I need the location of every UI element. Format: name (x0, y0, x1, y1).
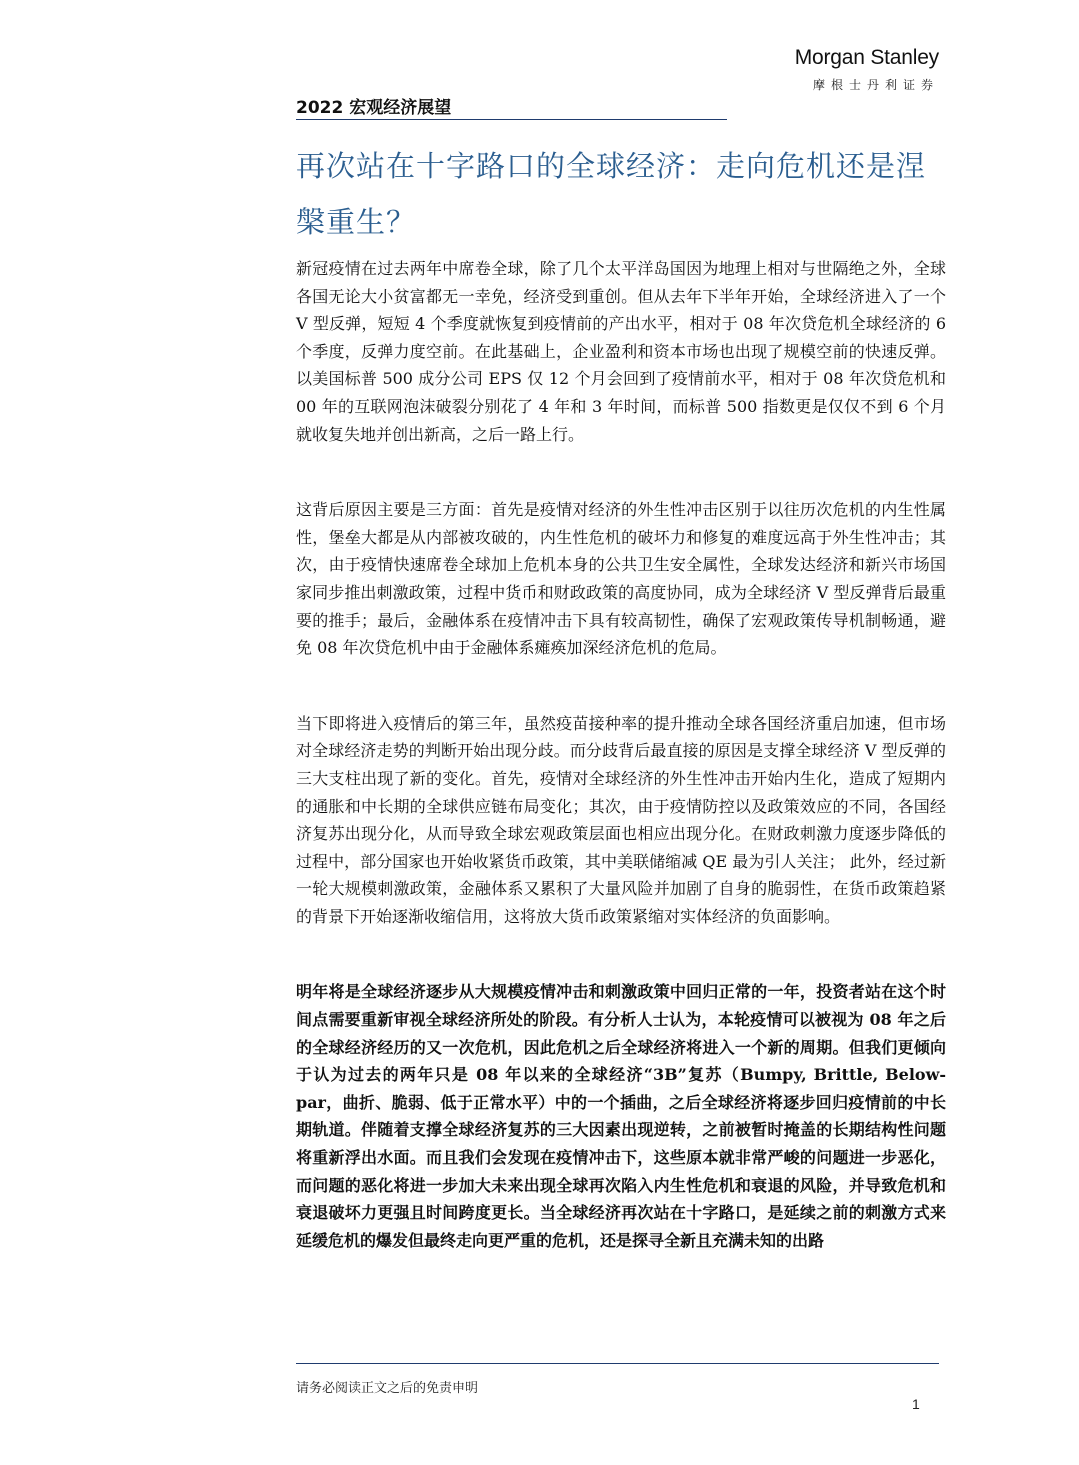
paragraph-1: 新冠疫情在过去两年中席卷全球，除了几个太平洋岛国因为地理上相对与世隔绝之外，全球各国无论大小贫富都无一幸免，经济受到重创。但从去年下半年开始，全球经济进入了一个 V 型反弹，短短 4 个季度就恢复到疫情前的产出水平，相对于 08 年次贷危机全球经济的 6 个季度，反弹力度空前。在此基础上，企业盈利和资本市场也出现了规模空前的快速反弹。以美国标普 500 成分公司 EPS 仅 12 个月会回到了疫情前水平，相对于 08 年次贷危机和 00 年的互联网泡沫破裂分别花了 4 年和 3 年时间，而标普 500 指数更是仅仅不到 6 个月就收复失地并创出新高，之后一路上行。 (296, 259, 946, 444)
brand-name-cn: 摩根士丹利证券 (812, 78, 939, 92)
footer-divider (296, 1363, 939, 1364)
header-divider (296, 119, 727, 120)
page-number: 1 (912, 1396, 920, 1412)
report-label: 2022 宏观经济展望 (296, 98, 452, 118)
paragraph-3: 当下即将进入疫情后的第三年，虽然疫苗接种率的提升推动全球各国经济重启加速，但市场对全球经济走势的判断开始出现分歧。而分歧背后最直接的原因是支撑全球经济 V 型反弹的三大支柱出现了新的变化。首先，疫情对全球经济的外生性冲击开始内生化，造成了短期内的通胀和中长期的全球供应链布局变化；其次，由于疫情防控以及政策效应的不同，各国经济复苏出现分化，从而导致全球宏观政策层面也相应出现分化。在财政刺激力度逐步降低的过程中，部分国家也开始收紧货币政策，其中美联储缩减 QE 最为引人关注； 此外，经过新一轮大规模刺激政策，金融体系又累积了大量风险并加剧了自身的脆弱性，在货币政策趋紧的背景下开始逐渐收缩信用，这将放大货币政策紧缩对实体经济的负面影响。 (296, 713, 946, 926)
footer-disclaimer: 请务必阅读正文之后的免责申明 (296, 1381, 479, 1396)
article-body (296, 255, 946, 1302)
paragraph-4: 明年将是全球经济逐步从大规模疫情冲击和刺激政策中回归正常的一年，投资者站在这个时间点需要重新审视全球经济所处的阶段。有分析人士认为，本轮疫情可以被视为 08 年之后的全球经济经历的又一次危机，因此危机之后全球经济将进入一个新的周期。但我们更倾向于认为过去的两年只是 08 年以来的全球经济“3B”复苏（Bumpy, Brittle, Below-par，曲折、脆弱、低于正常水平）中的一个插曲，之后全球经济将逐步回归疫情前的中长期轨道。伴随着支撑全球经济复苏的三大因素出现逆转，之前被暂时掩盖的长期结构性问题将重新浮出水面。而且我们会发现在疫情冲击下，这些原本就非常严峻的问题进一步恶化，而问题的恶化将进一步加大未来出现全球再次陷入内生性危机和衰退的风险，并导致危机和衰退破坏力更强且时间跨度更长。当全球经济再次站在十字路口，是延续之前的刺激方式来延缓危机的爆发但最终走向更严重的危机，还是探寻全新且充满未知的出路 (296, 982, 946, 1250)
brand-name: Morgan Stanley (794, 46, 939, 69)
paragraph-2: 这背后原因主要是三方面：首先是疫情对经济的外生性冲击区别于以往历次危机的内生性属性，堡垒大都是从内部被攻破的，内生性危机的破坏力和修复的难度远高于外生性冲击；其次，由于疫情快速席卷全球加上危机本身的公共卫生安全属性，全球发达经济和新兴市场国家同步推出刺激政策，过程中货币和财政政策的高度协同，成为全球经济 V 型反弹背后最重要的推手；最后，金融体系在疫情冲击下具有较高韧性，确保了宏观政策传导机制畅通，避免 08 年次贷危机中由于金融体系瘫痪加深经济危机的危局。 (296, 500, 946, 658)
page-title: 再次站在十字路口的全球经济：走向危机还是涅槃重生？ (296, 149, 927, 239)
brand-logo (795, 46, 939, 93)
